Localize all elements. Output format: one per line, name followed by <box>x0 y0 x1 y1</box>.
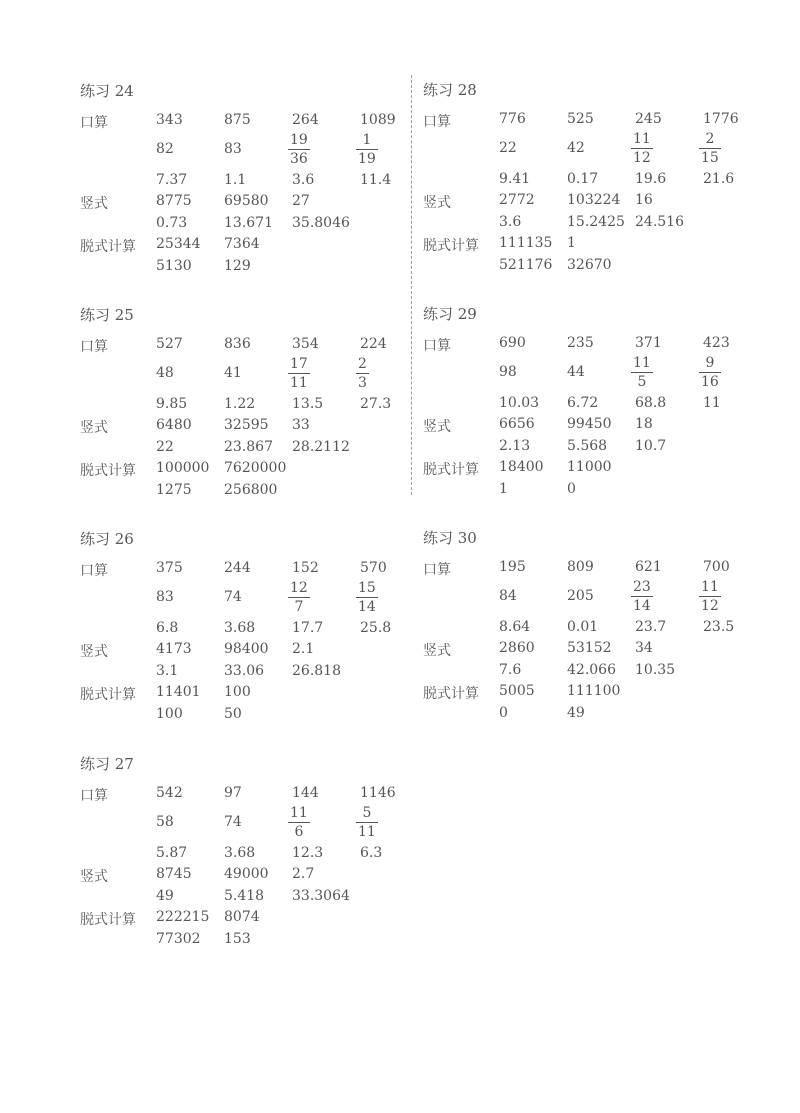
oral-answer: 570 <box>360 560 387 576</box>
detached-answer: 11000 <box>567 459 612 475</box>
oral-answer: 690 <box>499 335 526 351</box>
oral-answer: 98 <box>499 364 517 380</box>
oral-answer: 19.6 <box>635 171 667 187</box>
oral-fraction <box>288 804 310 841</box>
detached-answer: 5005 <box>499 683 535 699</box>
oral-answer: 10.03 <box>499 395 540 411</box>
oral-answer: 152 <box>292 560 319 576</box>
vertical-answer: 98400 <box>224 641 269 657</box>
oral-fraction <box>356 131 378 168</box>
oral-answer: 3.68 <box>224 845 256 861</box>
oral-answer: 11.4 <box>360 172 392 188</box>
oral-answer: 44 <box>567 364 585 380</box>
oral-answer: 6.3 <box>360 845 383 861</box>
vertical-answer: 103224 <box>567 192 621 208</box>
vertical-answer: 49000 <box>224 866 269 882</box>
vertical-answer: 8745 <box>156 866 192 882</box>
detached-answer: 100 <box>224 684 251 700</box>
vertical-answer: 6656 <box>499 416 535 432</box>
vertical-label: 竖式 <box>80 869 108 885</box>
oral-fraction <box>356 579 378 616</box>
detached-answer: 8074 <box>224 909 260 925</box>
oral-answer: 9.41 <box>499 171 531 187</box>
fraction-denominator: 14 <box>358 599 376 615</box>
oral-label: 口算 <box>80 563 108 579</box>
oral-answer: 9.85 <box>156 396 188 412</box>
fraction-numerator: 11 <box>633 355 651 371</box>
detached-answer: 100000 <box>156 460 210 476</box>
oral-answer: 5.87 <box>156 845 188 861</box>
oral-answer: 0.01 <box>567 619 599 635</box>
oral-fraction <box>356 355 369 392</box>
oral-answer: 13.5 <box>292 396 324 412</box>
oral-answer: 3.68 <box>224 620 256 636</box>
oral-answer: 41 <box>224 365 242 381</box>
oral-answer: 12.3 <box>292 845 324 861</box>
vertical-label: 竖式 <box>80 420 108 436</box>
oral-label: 口算 <box>423 114 451 130</box>
detached-answer: 18400 <box>499 459 544 475</box>
exercise-title: 练习 27 <box>80 755 134 773</box>
fraction-numerator: 9 <box>705 355 715 371</box>
detached-label: 脱式计算 <box>423 686 479 702</box>
detached-answer: 1275 <box>156 482 192 498</box>
oral-fraction <box>288 355 310 392</box>
fraction-denominator: 6 <box>288 822 310 841</box>
oral-fraction <box>631 354 653 391</box>
fraction-denominator: 15 <box>701 150 719 166</box>
oral-answer: 27.3 <box>360 396 392 412</box>
fraction-numerator: 2 <box>358 356 367 372</box>
oral-answer: 542 <box>156 785 183 801</box>
oral-answer: 1.22 <box>224 396 256 412</box>
oral-fraction <box>356 804 378 841</box>
vertical-answer: 23.867 <box>224 439 273 455</box>
oral-answer: 48 <box>156 365 174 381</box>
oral-answer: 82 <box>156 141 174 157</box>
vertical-answer: 69580 <box>224 193 269 209</box>
column-divider <box>411 75 412 495</box>
fraction-denominator: 16 <box>701 374 719 390</box>
vertical-answer: 8775 <box>156 193 192 209</box>
detached-label: 脱式计算 <box>80 687 136 703</box>
fraction-denominator: 7 <box>288 597 310 616</box>
vertical-answer: 34 <box>635 640 653 656</box>
fraction-denominator: 11 <box>290 375 308 391</box>
fraction-denominator: 12 <box>701 598 719 614</box>
vertical-answer: 2.13 <box>499 438 531 454</box>
oral-answer: 700 <box>703 559 730 575</box>
fraction-denominator: 14 <box>633 598 651 614</box>
oral-answer: 25.8 <box>360 620 392 636</box>
oral-answer: 74 <box>224 814 242 830</box>
detached-label: 脱式计算 <box>80 912 136 928</box>
oral-answer: 375 <box>156 560 183 576</box>
oral-answer: 8.64 <box>499 619 531 635</box>
vertical-answer: 27 <box>292 193 310 209</box>
vertical-answer: 2.1 <box>292 641 315 657</box>
vertical-answer: 28.2112 <box>292 439 350 455</box>
exercise-title: 练习 26 <box>80 530 134 548</box>
vertical-answer: 5.568 <box>567 438 608 454</box>
oral-answer: 525 <box>567 111 594 127</box>
detached-answer: 0 <box>499 705 508 721</box>
detached-answer: 1 <box>499 481 508 497</box>
oral-fraction <box>699 578 721 615</box>
oral-answer: 17.7 <box>292 620 324 636</box>
oral-answer: 245 <box>635 111 662 127</box>
vertical-answer: 22 <box>156 439 174 455</box>
fraction-denominator: 5 <box>631 372 653 391</box>
vertical-answer: 49 <box>156 888 174 904</box>
vertical-answer: 3.1 <box>156 663 179 679</box>
oral-answer: 224 <box>360 336 387 352</box>
oral-fraction <box>699 130 721 167</box>
detached-answer: 100 <box>156 706 183 722</box>
vertical-label: 竖式 <box>80 644 108 660</box>
vertical-answer: 33 <box>292 417 310 433</box>
oral-answer: 205 <box>567 588 594 604</box>
vertical-answer: 42.066 <box>567 662 616 678</box>
exercise-title: 练习 28 <box>423 81 477 99</box>
detached-answer: 222215 <box>156 909 210 925</box>
detached-answer: 49 <box>567 705 585 721</box>
fraction-numerator: 15 <box>358 580 376 596</box>
oral-answer: 1776 <box>703 111 739 127</box>
oral-answer: 195 <box>499 559 526 575</box>
vertical-answer: 26.818 <box>292 663 341 679</box>
detached-label: 脱式计算 <box>423 238 479 254</box>
oral-answer: 875 <box>224 112 251 128</box>
oral-answer: 74 <box>224 589 242 605</box>
detached-answer: 77302 <box>156 931 201 947</box>
detached-answer: 32670 <box>567 257 612 273</box>
oral-answer: 527 <box>156 336 183 352</box>
detached-answer: 111135 <box>499 235 553 251</box>
vertical-answer: 13.671 <box>224 215 273 231</box>
oral-label: 口算 <box>80 788 108 804</box>
vertical-answer: 2860 <box>499 640 535 656</box>
vertical-answer: 5.418 <box>224 888 265 904</box>
oral-answer: 6.8 <box>156 620 179 636</box>
vertical-answer: 53152 <box>567 640 612 656</box>
oral-answer: 22 <box>499 140 517 156</box>
detached-answer: 11401 <box>156 684 201 700</box>
oral-answer: 144 <box>292 785 319 801</box>
oral-answer: 83 <box>224 141 242 157</box>
detached-answer: 256800 <box>224 482 278 498</box>
vertical-answer: 32595 <box>224 417 269 433</box>
fraction-denominator: 12 <box>633 150 651 166</box>
fraction-denominator: 19 <box>358 151 376 167</box>
vertical-answer: 0.73 <box>156 215 188 231</box>
oral-answer: 58 <box>156 814 174 830</box>
detached-answer: 521176 <box>499 257 553 273</box>
oral-answer: 84 <box>499 588 517 604</box>
oral-answer: 23.7 <box>635 619 667 635</box>
fraction-numerator: 23 <box>633 579 651 595</box>
oral-answer: 1089 <box>360 112 396 128</box>
vertical-label: 竖式 <box>423 419 451 435</box>
fraction-denominator: 36 <box>290 151 308 167</box>
vertical-answer: 2772 <box>499 192 535 208</box>
fraction-numerator: 11 <box>290 805 308 821</box>
oral-fraction <box>631 578 653 615</box>
oral-fraction <box>288 579 310 616</box>
vertical-answer: 99450 <box>567 416 612 432</box>
oral-answer: 21.6 <box>703 171 735 187</box>
oral-answer: 23.5 <box>703 619 735 635</box>
oral-answer: 97 <box>224 785 242 801</box>
detached-answer: 1 <box>567 235 576 251</box>
vertical-answer: 35.8046 <box>292 215 350 231</box>
detached-answer: 25344 <box>156 236 201 252</box>
oral-answer: 621 <box>635 559 662 575</box>
detached-answer: 7620000 <box>224 460 287 476</box>
vertical-answer: 24.516 <box>635 214 684 230</box>
oral-answer: 11 <box>703 395 721 411</box>
fraction-numerator: 5 <box>362 805 372 821</box>
detached-label: 脱式计算 <box>423 462 479 478</box>
fraction-numerator: 2 <box>705 131 715 147</box>
exercise-title: 练习 30 <box>423 529 477 547</box>
fraction-numerator: 1 <box>362 132 372 148</box>
fraction-numerator: 17 <box>290 356 308 372</box>
oral-fraction <box>631 130 653 167</box>
exercise-title: 练习 24 <box>80 82 134 100</box>
oral-answer: 354 <box>292 336 319 352</box>
detached-label: 脱式计算 <box>80 463 136 479</box>
oral-answer: 0.17 <box>567 171 599 187</box>
oral-fraction <box>288 131 310 168</box>
oral-answer: 235 <box>567 335 594 351</box>
oral-answer: 423 <box>703 335 730 351</box>
vertical-answer: 15.2425 <box>567 214 625 230</box>
detached-answer: 7364 <box>224 236 260 252</box>
oral-answer: 836 <box>224 336 251 352</box>
oral-answer: 1.1 <box>224 172 247 188</box>
fraction-numerator: 11 <box>701 579 719 595</box>
exercise-title: 练习 29 <box>423 305 477 323</box>
oral-answer: 42 <box>567 140 585 156</box>
oral-answer: 371 <box>635 335 662 351</box>
fraction-numerator: 19 <box>290 132 308 148</box>
vertical-label: 竖式 <box>80 196 108 212</box>
vertical-label: 竖式 <box>423 643 451 659</box>
vertical-answer: 33.06 <box>224 663 265 679</box>
oral-answer: 343 <box>156 112 183 128</box>
detached-answer: 50 <box>224 706 242 722</box>
oral-label: 口算 <box>423 562 451 578</box>
vertical-answer: 18 <box>635 416 653 432</box>
detached-answer: 0 <box>567 481 576 497</box>
oral-answer: 6.72 <box>567 395 599 411</box>
vertical-answer: 4173 <box>156 641 192 657</box>
detached-answer: 153 <box>224 931 251 947</box>
oral-fraction <box>699 354 721 391</box>
vertical-label: 竖式 <box>423 195 451 211</box>
vertical-answer: 10.35 <box>635 662 676 678</box>
fraction-numerator: 11 <box>633 131 651 147</box>
detached-label: 脱式计算 <box>80 239 136 255</box>
detached-answer: 129 <box>224 258 251 274</box>
vertical-answer: 3.6 <box>499 214 522 230</box>
fraction-denominator: 11 <box>358 824 376 840</box>
oral-label: 口算 <box>423 338 451 354</box>
oral-answer: 244 <box>224 560 251 576</box>
vertical-answer: 10.7 <box>635 438 667 454</box>
vertical-answer: 7.6 <box>499 662 522 678</box>
oral-answer: 3.6 <box>292 172 315 188</box>
oral-answer: 68.8 <box>635 395 667 411</box>
fraction-numerator: 12 <box>290 580 308 596</box>
oral-answer: 83 <box>156 589 174 605</box>
oral-label: 口算 <box>80 115 108 131</box>
oral-answer: 809 <box>567 559 594 575</box>
fraction-denominator: 3 <box>358 375 367 391</box>
vertical-answer: 16 <box>635 192 653 208</box>
vertical-answer: 2.7 <box>292 866 315 882</box>
oral-answer: 7.37 <box>156 172 188 188</box>
oral-answer: 264 <box>292 112 319 128</box>
vertical-answer: 6480 <box>156 417 192 433</box>
oral-answer: 1146 <box>360 785 396 801</box>
oral-answer: 776 <box>499 111 526 127</box>
detached-answer: 111100 <box>567 683 621 699</box>
exercise-title: 练习 25 <box>80 306 134 324</box>
detached-answer: 5130 <box>156 258 192 274</box>
oral-label: 口算 <box>80 339 108 355</box>
vertical-answer: 33.3064 <box>292 888 350 904</box>
